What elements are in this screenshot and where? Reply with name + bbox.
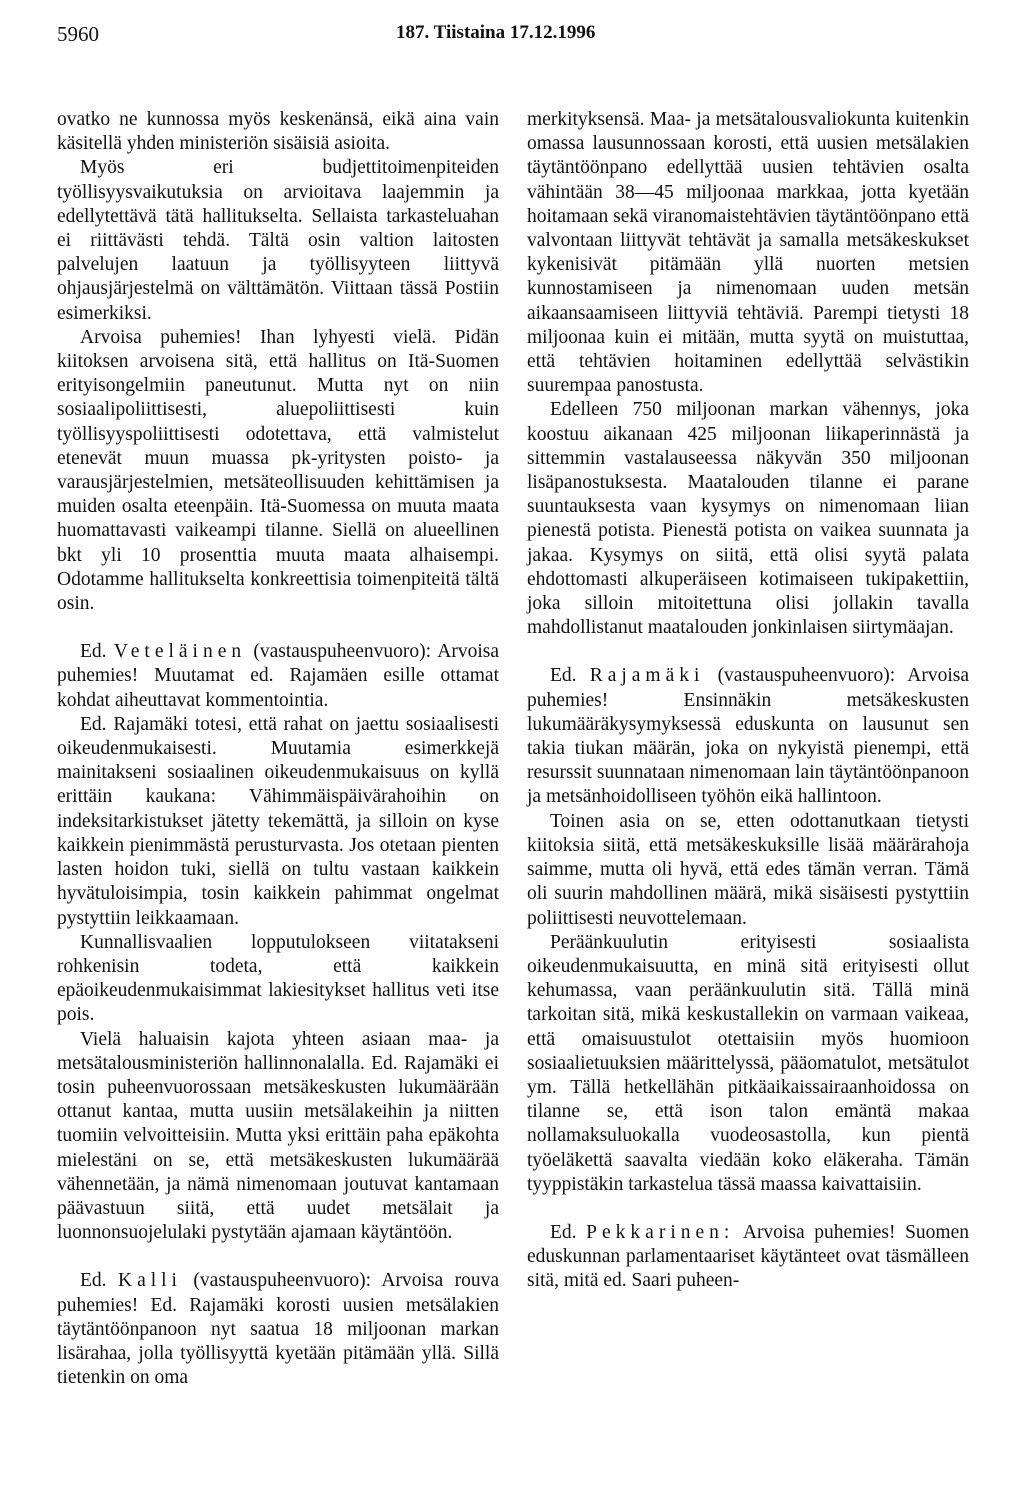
speech-role: (vastauspuheenvuoro): [717, 665, 896, 687]
speech-pekkarinen [527, 1221, 969, 1294]
paragraph: Vielä haluaisin kajota yhteen asiaan maa- ja metsätalousministeriön hallinnonalalla. Ed. Rajamäki ei tosin puheenvuorossaan metsäkeskusten lukumäärään ottanut kantaa, mutta uusiin metsälakeihin ja niitten tuomiin velvoitteisiin. Mutta yksi erittäin paha epäkohta mielestäni on se, että metsäkeskusten lukumäärää vähennetään, ja nämä nimenomaan joutuvat kantamaan päävastuun siitä, että uudet metsälait ja luonnonsuojelulaki pystytään ajamaan käytäntöön. [57, 1028, 499, 1244]
page-number: 5960 [57, 22, 99, 46]
speech-text: Arvoisa puhemies! Suomen eduskunnan parlamentaariset käytänteet ovat täsmälleen sitä, mitä ed. Saari puheen- [527, 1221, 969, 1292]
speaker-prefix: Ed. [550, 665, 577, 687]
speaker-name: Pekkarinen: [586, 1221, 735, 1243]
speaker-prefix: Ed. [550, 1221, 577, 1243]
left-column [57, 108, 499, 1390]
speech-text: Arvoisa puhemies! Muutamat ed. Rajamäen esille ottamat kohdat aiheuttavat kommentointia. [57, 641, 499, 711]
page-header [0, 22, 1024, 52]
speaker-name: Kalli [117, 1270, 182, 1292]
speech-role: (vastauspuheenvuoro): [193, 1270, 372, 1292]
paragraph: Peräänkuulutin erityisesti sosiaalista oikeudenmukaisuutta, en minä sitä erityisesti ollut kehumassa, vaan peräänkuulutin sitä. Tällä minä tarkoitan sitä, mikä keskustallekin on varmaan vaikeaa, että omaisuustulot otettaisiin myös huomioon sosiaalietuuksien määrittelyssä, pääomatulot, metsätulot ym. Tällä hetkellähän pitkäaikaissairaanhoidossa on tilanne se, että ison talon emäntä makaa nollamaksuluokalla vuodeosastolla, kun pientä työeläkettä saavalta viedään koko eläkeraha. Tämän tyyppistäkin tarkastelua tässä maassa kaivattaisiin. [527, 931, 969, 1195]
running-head: 187. Tiistaina 17.12.1996 [396, 22, 596, 43]
speech-kalli [57, 1269, 499, 1390]
speech-role: (vastauspuheenvuoro): [253, 641, 432, 663]
speech-text: Arvoisa rouva puhemies! Ed. Rajamäki korosti uusien metsälakien täytäntöönpanoon nyt saatua 18 miljoonan markan lisärahaa, jolla työllisyyttä kyetään pitämään yllä. Sillä tietenkin on oma [57, 1270, 499, 1389]
paragraph: merkityksensä. Maa- ja metsätalousvaliokunta kuitenkin omassa lausunnossaan korosti, että uusien metsälakien täytäntöönpano edellyttää uusien tehtävien osalta vähintään 38—45 miljoonaa markkaa, jotta kyetään hoitamaan sekä viranomaistehtävien täytäntöönpano että valvontaan liittyvät tehtävät ja samalla metsäkeskukset kykenisivät pitämään yllä nuorten metsien kunnostamiseen ja nimenomaan uuden metsän aikaansaamiseen liittyviä tehtäviä. Parempi tietysti 18 miljoonaa kuin ei mitään, mutta syytä on muistuttaa, että tehtävien hoitaminen edellyttää selvästikin suurempaa panostusta. [527, 109, 969, 397]
paragraph: Toinen asia on se, etten odottanutkaan tietysti kiitoksia siitä, että metsäkeskuksille lisää määrärahoja saimme, mutta oli hyvä, että edes tämän verran. Tämä oli suurin mahdollinen määrä, mikä sisäisesti pystyttiin poliittisesti neuvottelemaan. [527, 810, 969, 929]
paragraph: Ed. Rajamäki totesi, että rahat on jaettu sosiaalisesti oikeudenmukaisesti. Muutamia esimerkkejä mainitakseni sosiaalinen oikeudenmukaisuus on kyllä erittäin kaukana: Vähimmäispäivärahoihin on indeksitarkistukset jätetty tekemättä, ja silloin on kyse kaikkein pienimmästä perusturvasta. Jos otetaan pienten lasten hoidon tuki, siellä on tultu vastaan kaikkein hyvätuloisimpia, tosin kaikkein pahimmat ongelmat pystyttiin leikkaamaan. [57, 713, 499, 929]
paragraph: Myös eri budjettitoimenpiteiden työllisyysvaikutuksia on arvioitava laajemmin ja edellytettävä tätä hallitukselta. Sellaista tarkasteluahan ei riittävästi tehdä. Tältä osin valtion laitosten palvelujen laatuun ja työllisyyteen liittyvä ohjausjärjestelmä on välttämätön. Viittaan tässä Postiin esimerkiksi. [57, 157, 499, 324]
paragraph: Kunnallisvaalien lopputulokseen viitatakseni rohkenisin todeta, että kaikkein epäoikeudenmukaisimmat lakiesitykset hallitus veti itse pois. [57, 931, 499, 1026]
paragraph: Edelleen 750 miljoonan markan vähennys, joka koostuu aikanaan 425 miljoonan liikaperinnästä ja sittemmin vastalauseessa näkyvän 350 miljoonan lisäpanostuksesta. Maatalouden tilanne ei parane suuntauksesta vaan kysymys on nimenomaan liian pienestä potista. Pienestä potista on vaikea suunnata ja jakaa. Kysymys on siitä, että olisi syytä palata ehdottomasti alkuperäiseen kotimaiseen tukipakettiin, joka silloin mitoitettuna olisi jollakin tavalla mahdollistanut maatalouden jonkinlaisen siirtymäajan. [527, 399, 969, 639]
speaker-prefix: Ed. [80, 1270, 107, 1292]
right-column [527, 108, 969, 1294]
speech-veteläinen [57, 640, 499, 713]
speaker-prefix: Ed. [80, 641, 107, 663]
speech-rajamäki [527, 664, 969, 809]
speaker-name: Veteläinen [113, 641, 247, 663]
paragraph: ovatko ne kunnossa myös keskenänsä, eikä aina vain käsitellä yhden ministeriön sisäisiä asioita. [57, 109, 499, 155]
paragraph: Arvoisa puhemies! Ihan lyhyesti vielä. Pidän kiitoksen arvoisena sitä, että hallitus on Itä-Suomen erityisongelmiin paneutunut. Mutta nyt on niin sosiaalipoliittisesti, aluepoliittisesti kuin työllisyyspoliittisesti odotettava, että valmistelut etenevät muun muassa pk-yritysten poisto- ja varausjärjestelmien, metsäteollisuuden kehittämisen ja muiden osalta eteenpäin. Itä-Suomessa on muuta maata huomattavasti vaikeampi tilanne. Siellä on alueellinen bkt yli 10 prosenttia muuta maata alhaisempi. Odotamme hallitukselta konkreettisia toimenpiteitä tältä osin. [57, 326, 499, 615]
speech-text: Arvoisa puhemies! Ensinnäkin metsäkeskusten lukumääräkysymyksessä eduskunta on lausunut sen takia tiukan määrän, joka on nykyistä pienempi, että resurssit suunnataan nimenomaan lain täytäntöönpanoon ja metsänhoidolliseen työhön eikä hallintoon. [527, 665, 969, 808]
speaker-name: Rajamäki [589, 665, 705, 687]
